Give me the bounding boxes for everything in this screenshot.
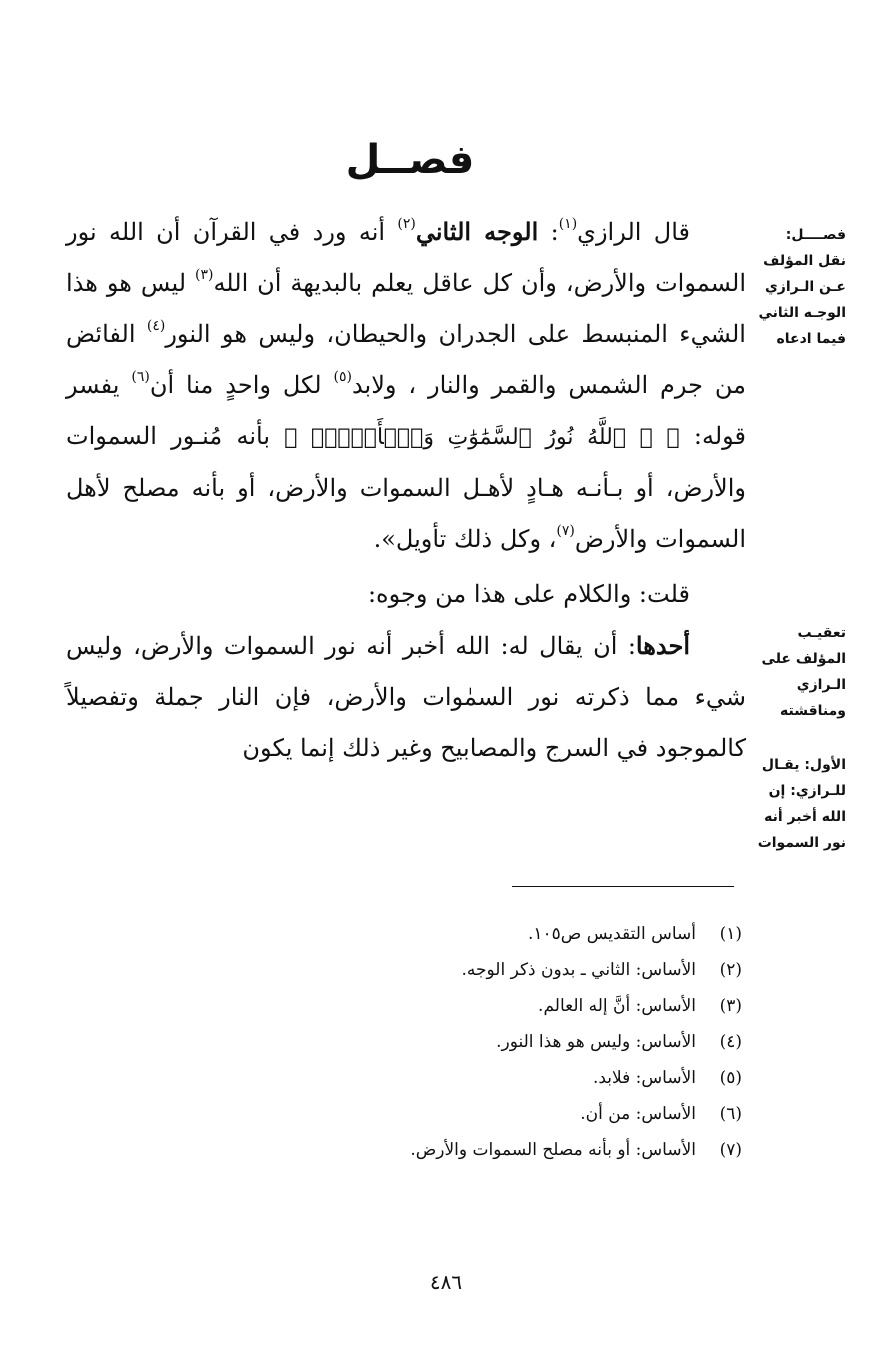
footnote-number: (١) bbox=[719, 924, 742, 944]
margin-note-text: الأول: يقـال للـرازي: إن الله أخبر أنه نور السموات bbox=[757, 757, 846, 851]
text-span: : bbox=[538, 218, 559, 246]
footnotes-list bbox=[142, 916, 742, 1168]
text-span: : أن يقال له: الله أخبر أنه نور السموات والأرض، وليس شيء مما ذكرته نور السمٰوات والأرض، فإن النار جملة وتفصيلاً كالموجود في السرج والمصابيح وغير ذلك إنما يكون bbox=[66, 632, 746, 762]
main-text-body bbox=[66, 206, 746, 774]
paragraph-first-aspect bbox=[66, 620, 746, 774]
page-number: ٤٨٦ bbox=[429, 1270, 463, 1294]
bold-heading: الوجه الثاني bbox=[415, 217, 539, 246]
footnote-item bbox=[142, 1132, 742, 1168]
quran-verse: ﴿ ۞ ٱللَّهُ نُورُ ٱلسَّمَٰوَٰتِ وَٱلۡأَرۡضِۚ ﴾ bbox=[284, 425, 680, 450]
text-span: أنه ورد في القرآن أن الله نور السموات والأرض، وأن كل عاقل يعلم بالبديهة أن الله bbox=[66, 218, 746, 297]
footnote-text: الأساس: أو بأنه مصلح السموات والأرض. bbox=[410, 1140, 696, 1160]
text-span: ، وكل ذلك تأويل». bbox=[373, 525, 557, 553]
text-span: يفسر قوله: bbox=[66, 371, 747, 450]
footnote-item bbox=[142, 1096, 742, 1132]
footnote-number: (٤) bbox=[719, 1032, 742, 1052]
footnote-number: (٥) bbox=[719, 1068, 742, 1088]
text-span: الفائض من جرم الشمس والقمر والنار ، ولابد bbox=[66, 320, 746, 399]
margin-note-text: فصــــل: نقل المؤلف عـن الـرازي الوجـه الثاني فيما ادعاه bbox=[758, 227, 846, 347]
footnote-ref[interactable]: (١) bbox=[558, 216, 578, 232]
footnote-item bbox=[142, 952, 742, 988]
footnote-item bbox=[142, 1060, 742, 1096]
footnote-number: (٢) bbox=[719, 960, 742, 980]
margin-note-first-response bbox=[756, 752, 846, 864]
footnote-number: (٧) bbox=[719, 1140, 742, 1160]
footnote-text: الأساس: فلابد. bbox=[592, 1068, 696, 1088]
footnote-ref[interactable]: (٣) bbox=[194, 267, 214, 283]
footnote-ref[interactable]: (٧) bbox=[556, 523, 575, 539]
text-span: لكل واحدٍ منا أن bbox=[149, 371, 334, 399]
footnote-text: الأساس: أنَّ إله العالم. bbox=[538, 996, 696, 1016]
margin-note-razi-second-aspect bbox=[756, 222, 846, 360]
footnote-number: (٣) bbox=[719, 996, 742, 1016]
footnote-text: أساس التقديس ص١٠٥. bbox=[527, 924, 696, 944]
footnote-item bbox=[142, 1024, 742, 1060]
footnote-ref[interactable]: (٢) bbox=[397, 216, 416, 232]
footnote-ref[interactable]: (٦) bbox=[131, 369, 150, 385]
margin-note-author-commentary bbox=[756, 620, 846, 732]
bold-heading: أحدها bbox=[635, 631, 690, 660]
footnote-ref[interactable]: (٤) bbox=[146, 318, 166, 334]
footnote-ref[interactable]: (٥) bbox=[333, 369, 352, 385]
text-span: بأنه مُنـور السموات والأرض، أو بـأنـه هـادٍ لأهـل السموات والأرض، أو بأنه مصلح لأهل السموات والأرض bbox=[66, 422, 746, 553]
footnote-text: الأساس: من أن. bbox=[580, 1104, 696, 1124]
chapter-title: فصــل bbox=[345, 137, 475, 183]
margin-note-text: تعقيـب المؤلف على الـرازي ومناقشته bbox=[761, 625, 846, 719]
footnote-number: (٦) bbox=[719, 1104, 742, 1124]
footnote-item bbox=[142, 916, 742, 952]
footnote-text: الأساس: الثاني ـ بدون ذكر الوجه. bbox=[461, 960, 696, 980]
paragraph-razi-quote bbox=[66, 206, 746, 565]
text-span: قال الرازي bbox=[577, 218, 690, 246]
text-span: ليس هو هذا الشيء المنبسط على الجدران والحيطان، وليس هو النور bbox=[66, 269, 746, 348]
footnote-item bbox=[142, 988, 742, 1024]
footnote-divider bbox=[512, 886, 734, 887]
footnote-text: الأساس: وليس هو هذا النور. bbox=[496, 1032, 696, 1052]
paragraph-author-reply: قلت: والكلام على هذا من وجوه: bbox=[367, 580, 690, 608]
